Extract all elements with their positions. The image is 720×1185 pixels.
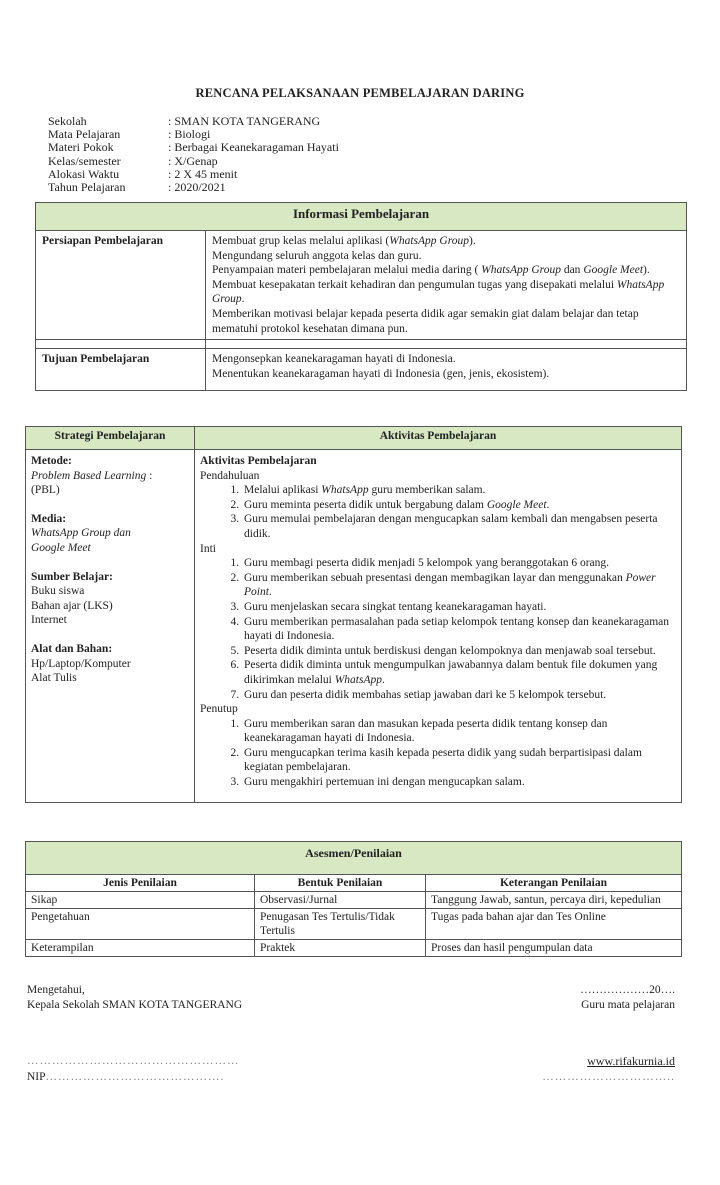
table-row	[26, 892, 682, 909]
identity-label: Tahun Pelajaran	[48, 180, 126, 195]
list-item: 2. Guru memberikan sebuah presentasi dengan membagikan layar dan menggunakan Power Point.	[242, 571, 676, 600]
identity-label: Alokasi Waktu	[48, 166, 120, 181]
strategy-header-right: Aktivitas Pembelajaran	[195, 427, 682, 450]
sumber-item: Bahan ajar (LKS)	[31, 599, 113, 612]
list-item: 2. Guru meminta peserta didik untuk bergabung dalam Google Meet.	[242, 498, 676, 513]
column-header: Jenis Penilaian	[26, 875, 255, 892]
tujuan-item: Mengonsepkan keanekaragaman hayati di Indonesia.	[212, 353, 456, 366]
strategy-header-left: Strategi Pembelajaran	[26, 427, 195, 450]
metode-label: Metode:	[31, 455, 72, 467]
table-cell: Tanggung Jawab, santun, percaya diri, kepedulian	[426, 892, 682, 909]
strategy-table	[25, 426, 682, 803]
info-table-header: Informasi Pembelajaran	[36, 203, 687, 231]
table-row	[26, 940, 682, 957]
sumber-label: Sumber Belajar:	[31, 570, 113, 583]
signature-left	[27, 983, 242, 1013]
list-item: 1. Guru memberikan saran dan masukan kepada peserta didik tentang konsep dan keanekaragaman hayati di Indonesia.	[242, 717, 676, 746]
media-label: Media:	[31, 512, 67, 525]
strategy-left-cell: Metode: Problem Based Learning : (PBL) Media: WhatsApp Group dan Google Meet Sumber Belajar: Buku siswa Bahan ajar (LKS) Internet Alat dan Bahan: Hp/Laptop/Komputer Alat Tulis	[26, 450, 195, 803]
website-link[interactable]: www.rifakurnia.id	[587, 1054, 675, 1068]
alat-item: Hp/Laptop/Komputer	[31, 657, 131, 670]
media-value: WhatsApp Group dan Google Meet	[31, 527, 131, 554]
penutup-label: Penutup	[200, 703, 238, 716]
list-item: 4. Guru memberikan permasalahan pada setiap kelompok tentang konsep dan keanekaragaman hayati di Indonesia.	[242, 615, 676, 644]
identity-row	[48, 141, 339, 154]
nip-label: NIP	[27, 1071, 46, 1083]
principal-title: Kepala Sekolah SMAN KOTA TANGERANG	[27, 999, 243, 1011]
table-cell: Praktek	[255, 940, 426, 957]
identity-row	[48, 181, 339, 194]
nip-dots: …………………………………….	[45, 1071, 225, 1083]
table-cell: Keterampilan	[26, 940, 255, 957]
table-cell: Proses dan hasil pengumpulan data	[426, 940, 682, 957]
date-line: ………………20….	[580, 984, 675, 996]
identity-row	[48, 155, 339, 168]
pendahuluan-list	[200, 483, 676, 541]
principal-signature-line: ……………………………………………	[27, 1055, 240, 1067]
table-cell: Penugasan Tes Tertulis/Tidak Tertulis	[255, 909, 426, 940]
persiapan-content: Membuat grup kelas melalui aplikasi (WhatsApp Group). Mengundang seluruh anggota kelas dan guru. Penyampaian materi pembelajaran melalui media daring ( WhatsApp Group dan Google Meet). Membuat kesepakatan terkait kehadiran dan pengumulan tugas yang disepakati melalui WhatsApp Group. Memberikan motivasi belajar kepada peserta didik agar semakin giat dalam belajar dan tetap mematuhi protokol kesehatan dimana pun.	[206, 231, 687, 340]
column-header: Keterangan Penilaian	[426, 875, 682, 892]
nip-line	[27, 1071, 224, 1083]
document-title: RENCANA PELAKSANAAN PEMBELAJARAN DARING	[195, 86, 525, 100]
tujuan-label: Tujuan Pembelajaran	[36, 349, 206, 391]
column-header: Bentuk Penilaian	[255, 875, 426, 892]
tujuan-item: Menentukan keanekaragaman hayati di Indonesia (gen, jenis, ekosistem).	[212, 367, 550, 380]
inti-label: Inti	[200, 542, 216, 555]
signature-right	[580, 983, 675, 1013]
identity-value: : 2 X 45 menit	[168, 166, 238, 181]
sumber-item: Internet	[31, 614, 67, 627]
identity-value: : SMAN KOTA TANGERANG	[168, 114, 321, 128]
info-table	[35, 202, 687, 391]
activities-title: Aktivitas Pembelajaran	[200, 455, 317, 467]
table-row	[26, 909, 682, 940]
sumber-item: Buku siswa	[31, 585, 85, 598]
identity-label: Mata Pelajaran	[48, 127, 121, 142]
identity-label: Sekolah	[48, 114, 87, 128]
teacher-title: Guru mata pelajaran	[581, 999, 675, 1011]
list-item: 3. Guru mengakhiri pertemuan ini dengan mengucapkan salam.	[242, 775, 676, 790]
list-item: 3. Guru menjelaskan secara singkat tentang keanekaragaman hayati.	[242, 600, 676, 615]
assessment-header: Asesmen/Penilaian	[26, 842, 682, 875]
alat-item: Alat Tulis	[31, 672, 77, 685]
list-item: 7. Guru dan peserta didik membahas setiap jawaban dari ke 5 kelompok tersebut.	[242, 688, 676, 703]
list-item: 1. Guru membagi peserta didik menjadi 5 kelompok yang beranggotakan 6 orang.	[242, 556, 676, 571]
identity-label: Kelas/semester	[48, 153, 121, 168]
identity-block	[48, 115, 339, 194]
identity-value: : X/Genap	[168, 153, 218, 168]
table-spacer	[36, 340, 687, 349]
list-item: 1. Melalui aplikasi WhatsApp guru memberikan salam.	[242, 483, 676, 498]
inti-list	[200, 556, 676, 702]
table-cell: Tugas pada bahan ajar dan Tes Online	[426, 909, 682, 940]
list-item: 2. Guru mengucapkan terima kasih kepada peserta didik yang sudah berpartisipasi dalam kegiatan pembelajaran.	[242, 746, 676, 775]
pendahuluan-label: Pendahuluan	[200, 469, 260, 482]
table-cell: Sikap	[26, 892, 255, 909]
identity-value: : 2020/2021	[168, 180, 226, 195]
identity-value: : Biologi	[168, 127, 211, 142]
assessment-table	[25, 841, 682, 957]
alat-label: Alat dan Bahan:	[31, 642, 113, 655]
teacher-signature-line: …………………………..	[542, 1071, 675, 1083]
identity-label: Materi Pokok	[48, 140, 114, 155]
table-cell: Observasi/Jurnal	[255, 892, 426, 909]
metode-abbr: (PBL)	[31, 484, 60, 497]
list-item: 3. Guru memulai pembelajaran dengan mengucapkan salam kembali dan mengabsen peserta didik.	[242, 512, 676, 541]
table-cell: Pengetahuan	[26, 909, 255, 940]
persiapan-label: Persiapan Pembelajaran	[36, 231, 206, 340]
list-item: 6. Peserta didik diminta untuk mengumpulkan jawabannya dalam bentuk file dokumen yang dikirimkan melalui WhatsApp.	[242, 658, 676, 687]
acknowledged-label: Mengetahui,	[27, 984, 85, 996]
tujuan-content	[206, 349, 687, 391]
metode-value: Problem Based Learning	[31, 469, 147, 482]
activities-cell	[195, 450, 682, 803]
penutup-list	[200, 717, 676, 790]
identity-value: : Berbagai Keanekaragaman Hayati	[168, 140, 339, 155]
list-item: 5. Peserta didik diminta untuk berdiskusi dengan kelompoknya dan menjawab soal tersebut.	[242, 644, 676, 659]
